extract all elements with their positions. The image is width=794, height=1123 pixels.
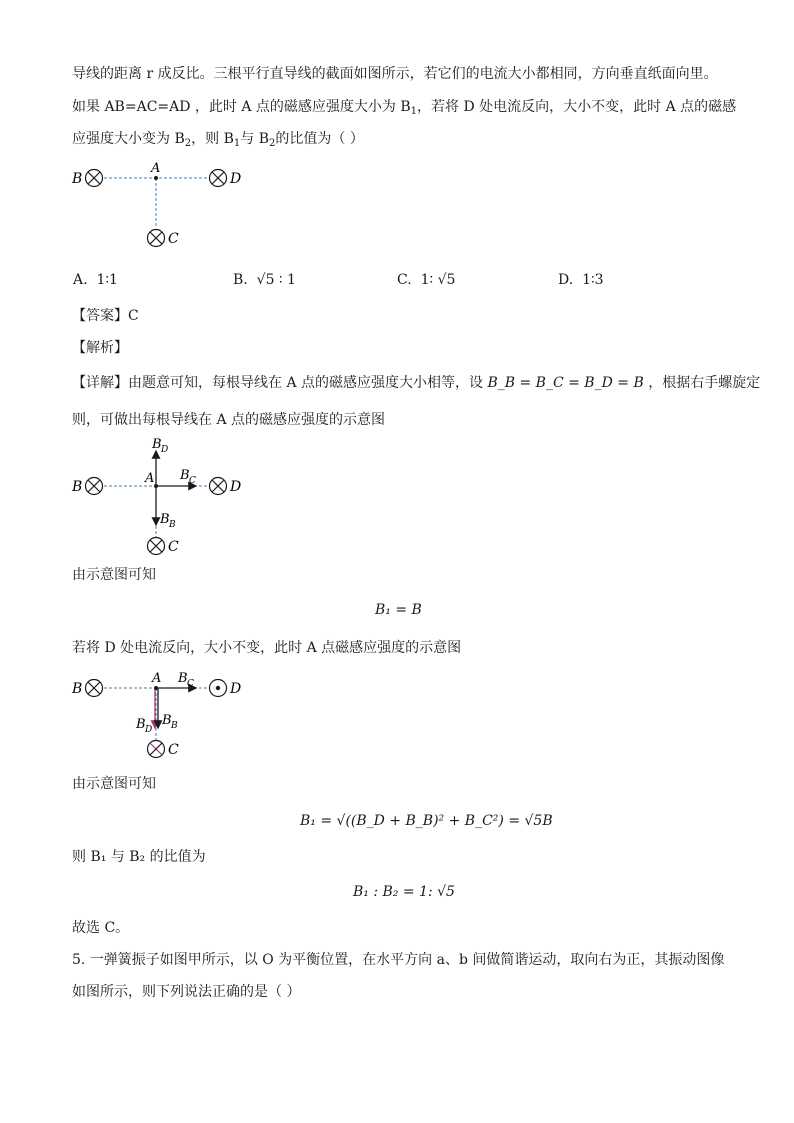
equation-1: B₁ = B: [375, 602, 422, 618]
figure-field-vectors-2: [68, 668, 268, 764]
wire-into-page-icon-D: [210, 170, 227, 187]
choose-line: 故选 C。: [72, 920, 130, 936]
question-line-3: [72, 129, 364, 154]
option-text: 1∶3: [582, 272, 604, 288]
option-text: √5 ∶ 1: [256, 272, 296, 288]
option-key: B.: [233, 272, 248, 288]
label-BC: B: [178, 671, 188, 686]
answer: 【答案】C: [72, 308, 139, 324]
label-B: B: [72, 681, 83, 697]
label-BB: B: [162, 713, 172, 728]
option-d[interactable]: [558, 270, 604, 290]
label-D: D: [230, 681, 242, 697]
label-B: B: [72, 171, 83, 187]
question-line-2: [72, 97, 736, 122]
option-text: 1∶1: [96, 272, 118, 288]
label-BD: B: [152, 437, 162, 452]
subscript: 1: [233, 138, 241, 149]
wire-into-page-icon-B: [86, 680, 103, 697]
question-5-line-2: 如图所示，则下列说法正确的是（ ）: [72, 984, 301, 1000]
label-B: B: [72, 479, 83, 495]
option-text: 1∶ √5: [420, 272, 456, 288]
label-A: A: [152, 671, 162, 686]
figure-field-vectors-1: [68, 433, 268, 561]
wire-out-of-page-icon-D: [210, 680, 227, 697]
label-BC-sub: C: [189, 476, 196, 486]
detail-line-1: [72, 373, 760, 393]
question-5-line-1: 5. 一弹簧振子如图甲所示，以 O 为平衡位置，在水平方向 a、b 间做简谐运动，取向右为正，其振动图像: [72, 952, 725, 968]
equation-3: B₁ : B₂ = 1: √5: [353, 884, 455, 900]
label-BB: B: [160, 512, 170, 527]
ratio-line: 则 B₁ 与 B₂ 的比值为: [72, 849, 206, 865]
point-A: [154, 176, 158, 180]
label-D: D: [230, 171, 242, 187]
detail-line-2: 则，可做出每根导线在 A 点的磁感应强度的示意图: [72, 412, 386, 428]
wire-into-page-icon-B: [86, 170, 103, 187]
text-fragment: ，则 B: [191, 131, 234, 147]
option-key: C.: [397, 272, 412, 288]
option-b[interactable]: [233, 270, 296, 290]
label-BD-sub: D: [161, 445, 169, 455]
wire-into-page-icon-B: [86, 478, 103, 495]
subscript: 1: [410, 106, 418, 117]
label-BC-sub: C: [187, 679, 194, 689]
question-line-2-suffix: ，若将 D 处电流反向，大小不变，此时 A 点的磁感: [417, 99, 737, 115]
label-C: C: [168, 742, 179, 758]
subscript: 2: [184, 138, 192, 149]
option-c[interactable]: [397, 270, 455, 290]
from-diagram-1: 由示意图可知: [72, 567, 156, 583]
label-BD: B: [136, 717, 146, 732]
wire-into-page-icon-D: [210, 478, 227, 495]
wire-into-page-icon-C: [148, 538, 165, 555]
wire-into-page-icon-C: [148, 230, 165, 247]
text-fragment: 的比值为（ ）: [275, 131, 364, 147]
analysis-title: 【解析】: [72, 340, 128, 356]
label-D: D: [230, 479, 242, 495]
equation-inline: B_B = B_C = B_D = B: [487, 375, 644, 391]
label-BB-sub: B: [169, 520, 176, 530]
equation-2: B₁ = √((B_D + B_B)² + B_C²) = √5B: [300, 813, 553, 829]
text-fragment: 应强度大小变为 B: [72, 131, 185, 147]
reverse-line: 若将 D 处电流反向，大小不变，此时 A 点磁感应强度的示意图: [72, 640, 462, 656]
text-fragment: ，根据右手螺旋定: [648, 375, 761, 391]
from-diagram-2: 由示意图可知: [72, 776, 156, 792]
label-BD-sub: D: [145, 725, 153, 735]
question-line-2-prefix: 如果 AB=AC=AD ，此时 A 点的磁感应强度大小为 B: [72, 99, 411, 115]
text-fragment: 【详解】由题意可知，每根导线在 A 点的磁感应强度大小相等，设: [72, 375, 484, 391]
label-BB-sub: B: [171, 721, 178, 731]
option-a[interactable]: [73, 270, 118, 290]
label-C: C: [168, 231, 179, 247]
question-line-1: 导线的距离 r 成反比。三根平行直导线的截面如图所示，若它们的电流大小都相同，方向垂直纸面向里。: [72, 66, 718, 82]
figure-wires-1: [68, 160, 258, 255]
label-C: C: [168, 539, 179, 555]
label-BC: B: [180, 468, 190, 483]
option-key: A.: [73, 272, 88, 288]
wire-into-page-icon-C: [148, 741, 165, 758]
subscript: 2: [269, 138, 276, 149]
option-key: D.: [558, 272, 574, 288]
text-fragment: 与 B: [240, 131, 269, 147]
label-A: A: [151, 161, 161, 176]
label-A: A: [145, 471, 155, 486]
